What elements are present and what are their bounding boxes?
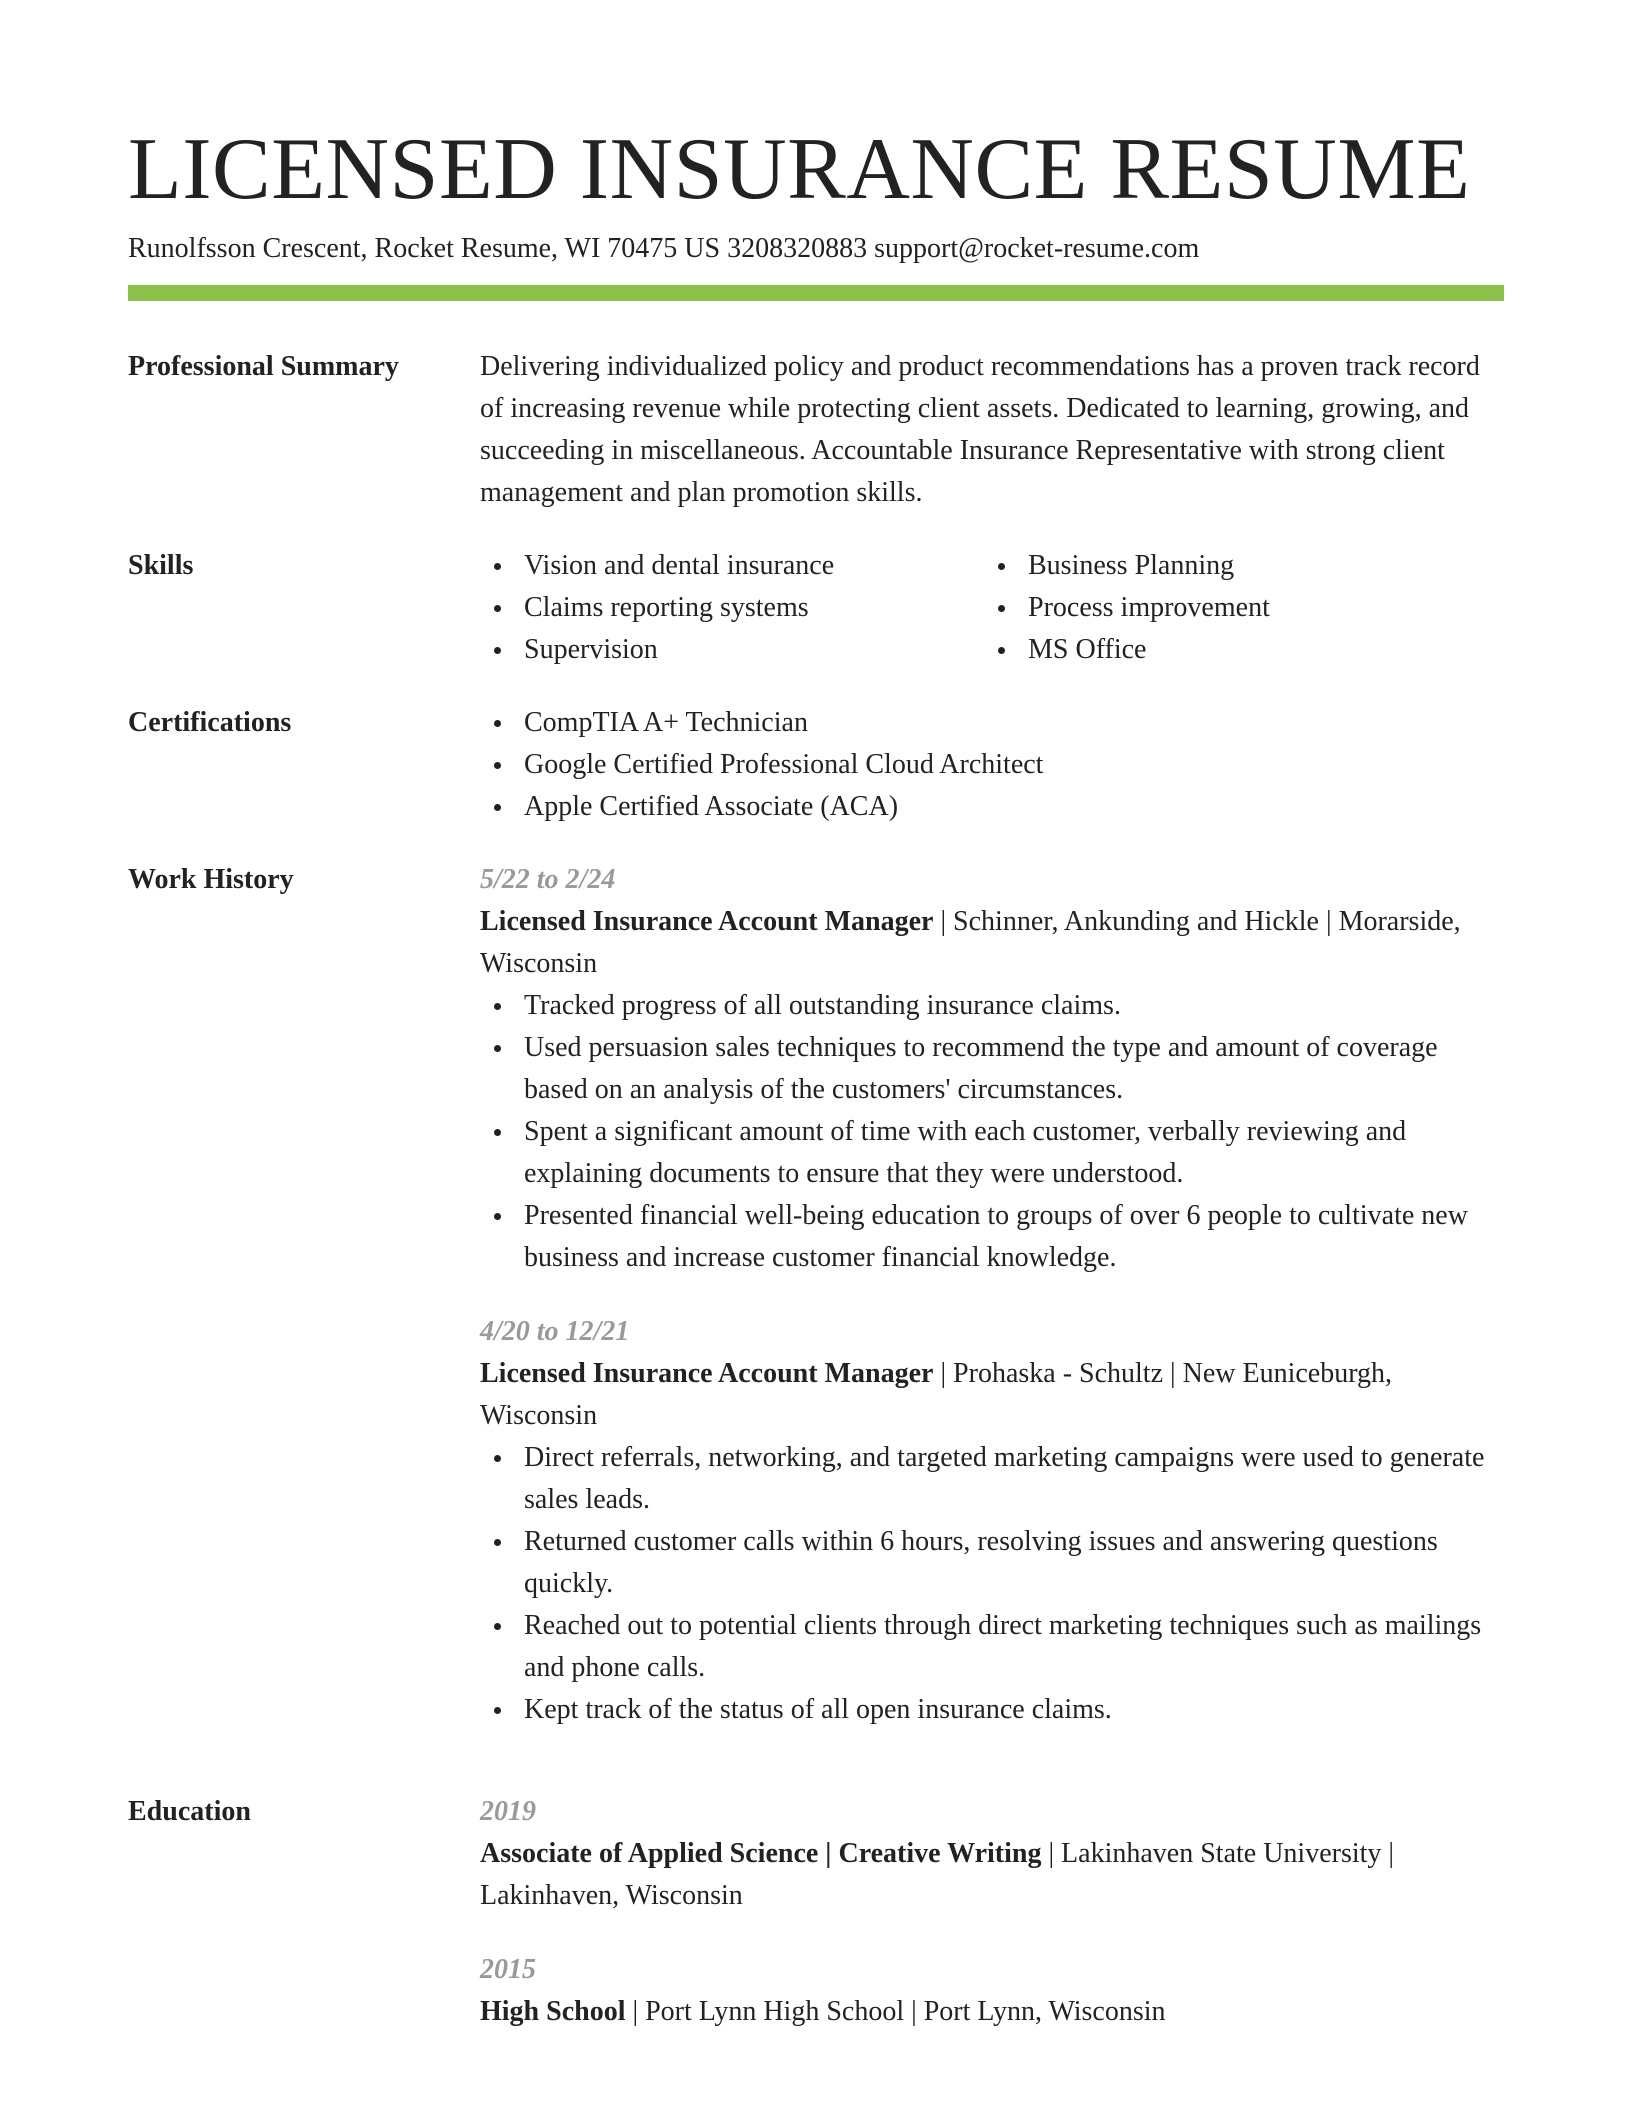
education-degree: Associate of Applied Science | Creative Writing: [480, 1838, 1042, 1869]
skill-item: Claims reporting systems: [480, 587, 984, 629]
job-bullet: Direct referrals, networking, and targeted marketing campaigns were used to generate sales leads.: [480, 1437, 1504, 1521]
job-details: | Schinner, Ankunding and Hickle | Morarside, Wisconsin: [480, 906, 1461, 979]
education-year: 2015: [480, 1954, 536, 1985]
job-entry: [480, 859, 1504, 1279]
contact-email: support@rocket-resume.com: [874, 233, 1200, 264]
education-details: | Port Lynn High School | Port Lynn, Wisconsin: [625, 1996, 1166, 2027]
job-bullet: Spent a significant amount of time with each customer, verbally reviewing and explaining documents to ensure that they were understood.: [480, 1111, 1504, 1195]
job-bullet: Used persuasion sales techniques to recommend the type and amount of coverage based on an analysis of the customers' circumstances.: [480, 1027, 1504, 1111]
summary-label: Professional Summary: [128, 351, 399, 382]
skills-column-1: [480, 545, 984, 671]
education-year: 2019: [480, 1796, 536, 1827]
certifications-body: [480, 702, 1504, 828]
education-heading: [480, 1833, 1504, 1917]
job-heading: [480, 1353, 1504, 1437]
job-bullets: [480, 985, 1504, 1279]
job-title: Licensed Insurance Account Manager: [480, 1358, 934, 1389]
job-heading: [480, 901, 1504, 985]
skills-label: Skills: [128, 550, 194, 581]
resume-title: LICENSED INSURANCE RESUME: [128, 121, 1471, 218]
job-title: Licensed Insurance Account Manager: [480, 906, 934, 937]
education-label: Education: [128, 1796, 251, 1827]
education-heading: [480, 1991, 1504, 2033]
job-dates: 5/22 to 2/24: [480, 864, 616, 895]
job-bullet: Tracked progress of all outstanding insurance claims.: [480, 985, 1504, 1027]
education-degree: High School: [480, 1996, 626, 2027]
skills-column-2: [984, 545, 1488, 671]
skills-body: [480, 545, 1504, 671]
summary-text: Delivering individualized policy and product recommendations has a proven track record of increasing revenue while protecting client assets. Dedicated to learning, growing, and succeeding in miscellaneous. Accountable Insurance Representative with strong client management and plan promotion skills.: [480, 351, 1480, 508]
contact-line: [128, 230, 1199, 268]
education-details: | Lakinhaven State University | Lakinhaven, Wisconsin: [480, 1838, 1395, 1911]
skill-item: Supervision: [480, 629, 984, 671]
education-entry: [480, 1791, 1504, 1917]
header-divider: [128, 285, 1504, 301]
skill-item: MS Office: [984, 629, 1488, 671]
job-bullet: Returned customer calls within 6 hours, resolving issues and answering questions quickly.: [480, 1521, 1504, 1605]
skill-item: Business Planning: [984, 545, 1488, 587]
contact-address: Runolfsson Crescent, Rocket Resume, WI 70475 US: [128, 233, 721, 264]
job-entry: [480, 1311, 1504, 1731]
job-bullets: [480, 1437, 1504, 1731]
certification-item: Apple Certified Associate (ACA): [480, 786, 1504, 828]
certifications-list: [480, 702, 1504, 828]
summary-body: [480, 346, 1504, 514]
job-bullet: Reached out to potential clients through direct marketing techniques such as mailings and phone calls.: [480, 1605, 1504, 1689]
certification-item: CompTIA A+ Technician: [480, 702, 1504, 744]
skill-item: Vision and dental insurance: [480, 545, 984, 587]
job-bullet: Kept track of the status of all open insurance claims.: [480, 1689, 1504, 1731]
job-bullet: Presented financial well-being education to groups of over 6 people to cultivate new business and increase customer financial knowledge.: [480, 1195, 1504, 1279]
education-entry: [480, 1949, 1504, 2033]
certification-item: Google Certified Professional Cloud Architect: [480, 744, 1504, 786]
certifications-label: Certifications: [128, 707, 292, 738]
education-body: [480, 1791, 1504, 2033]
work-history-body: [480, 859, 1504, 1731]
work-history-label: Work History: [128, 864, 294, 895]
job-dates: 4/20 to 12/21: [480, 1316, 630, 1347]
skill-item: Process improvement: [984, 587, 1488, 629]
job-details: | Prohaska - Schultz | New Euniceburgh, Wisconsin: [480, 1358, 1393, 1431]
contact-phone: 3208320883: [727, 233, 868, 264]
